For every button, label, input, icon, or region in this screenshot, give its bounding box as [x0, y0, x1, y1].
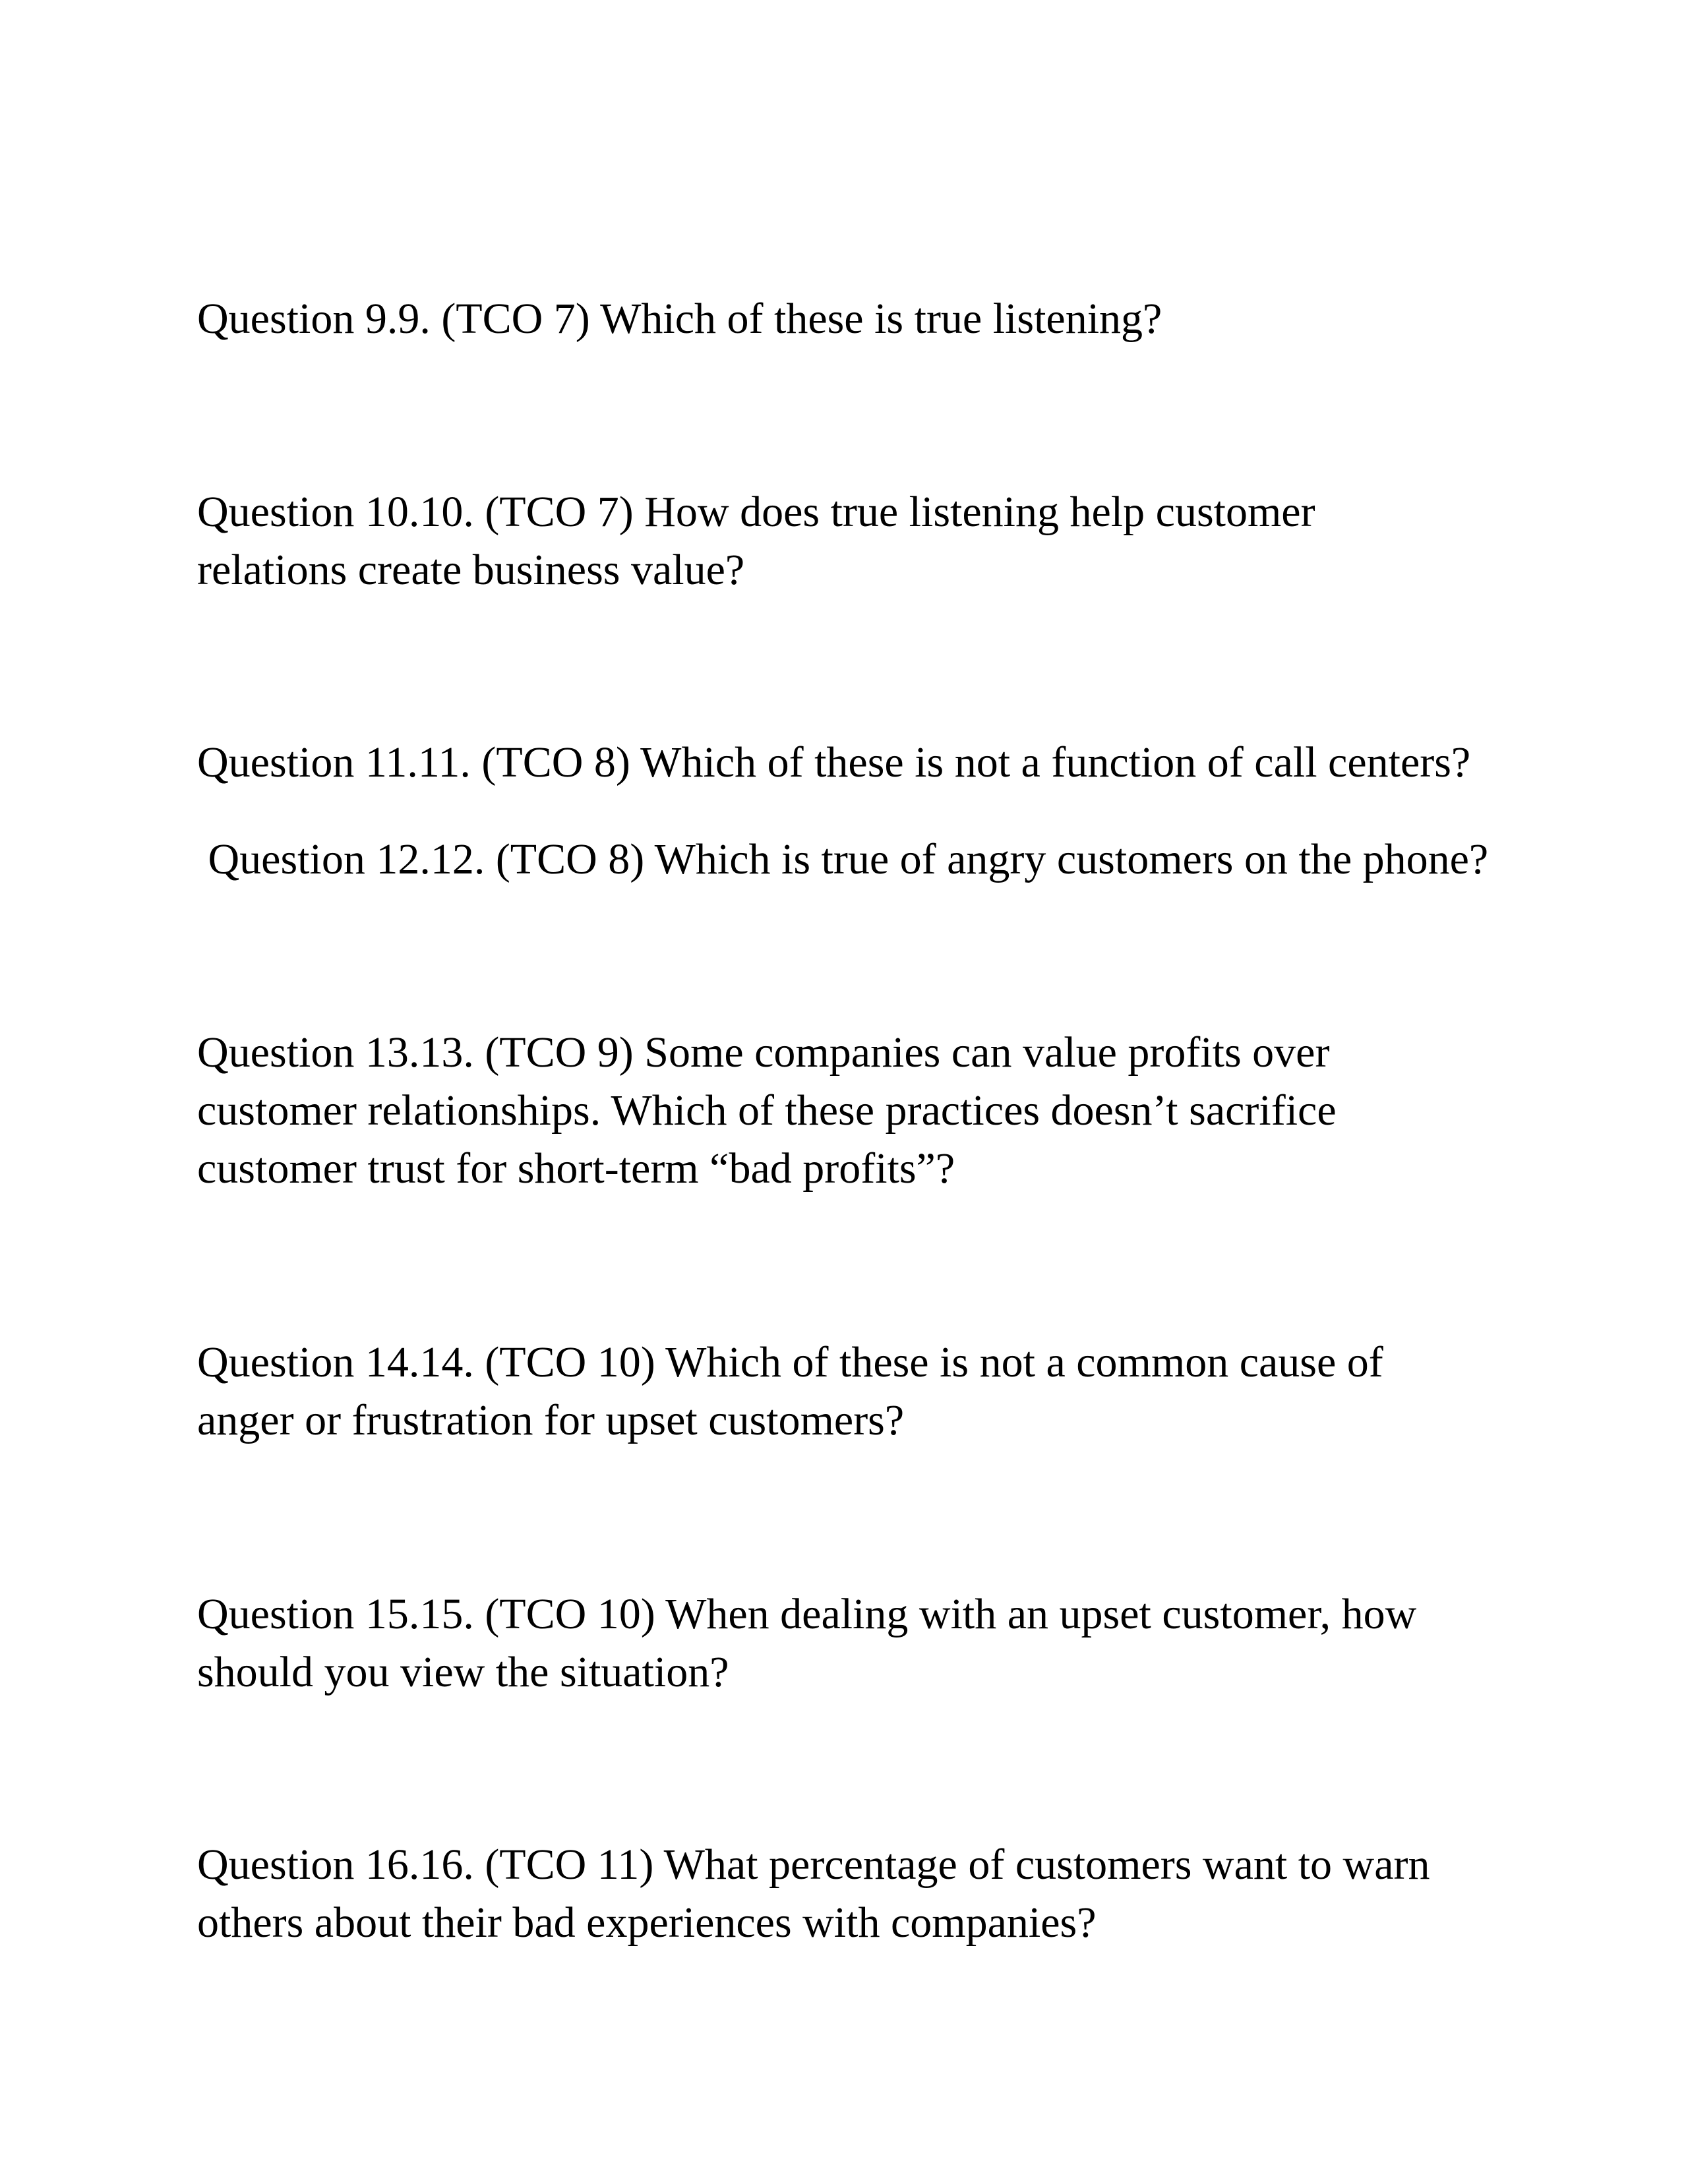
- question-11: Question 11.11. (TCO 8) Which of these is not a function of call centers?: [197, 738, 1471, 786]
- question-9: Question 9.9. (TCO 7) Which of these is true listening?: [197, 295, 1162, 343]
- question-16: Question 16.16. (TCO 11) What percentage of customers want to warn others about their bad experiences with companies?: [197, 1841, 1430, 1947]
- question-12: Question 12.12. (TCO 8) Which is true of angry customers on the phone?: [197, 835, 1489, 883]
- question-10: Question 10.10. (TCO 7) How does true listening help customer relations create business value?: [197, 488, 1315, 594]
- question-15: Question 15.15. (TCO 10) When dealing with an upset customer, how should you view the situation?: [197, 1590, 1417, 1696]
- question-13: Question 13.13. (TCO 9) Some companies can value profits over customer relationships. Which of these practices doesn’t sacrifice customer trust for short-term “bad profits”?: [197, 1028, 1337, 1193]
- question-14: Question 14.14. (TCO 10) Which of these is not a common cause of anger or frustration for upset customers?: [197, 1338, 1383, 1444]
